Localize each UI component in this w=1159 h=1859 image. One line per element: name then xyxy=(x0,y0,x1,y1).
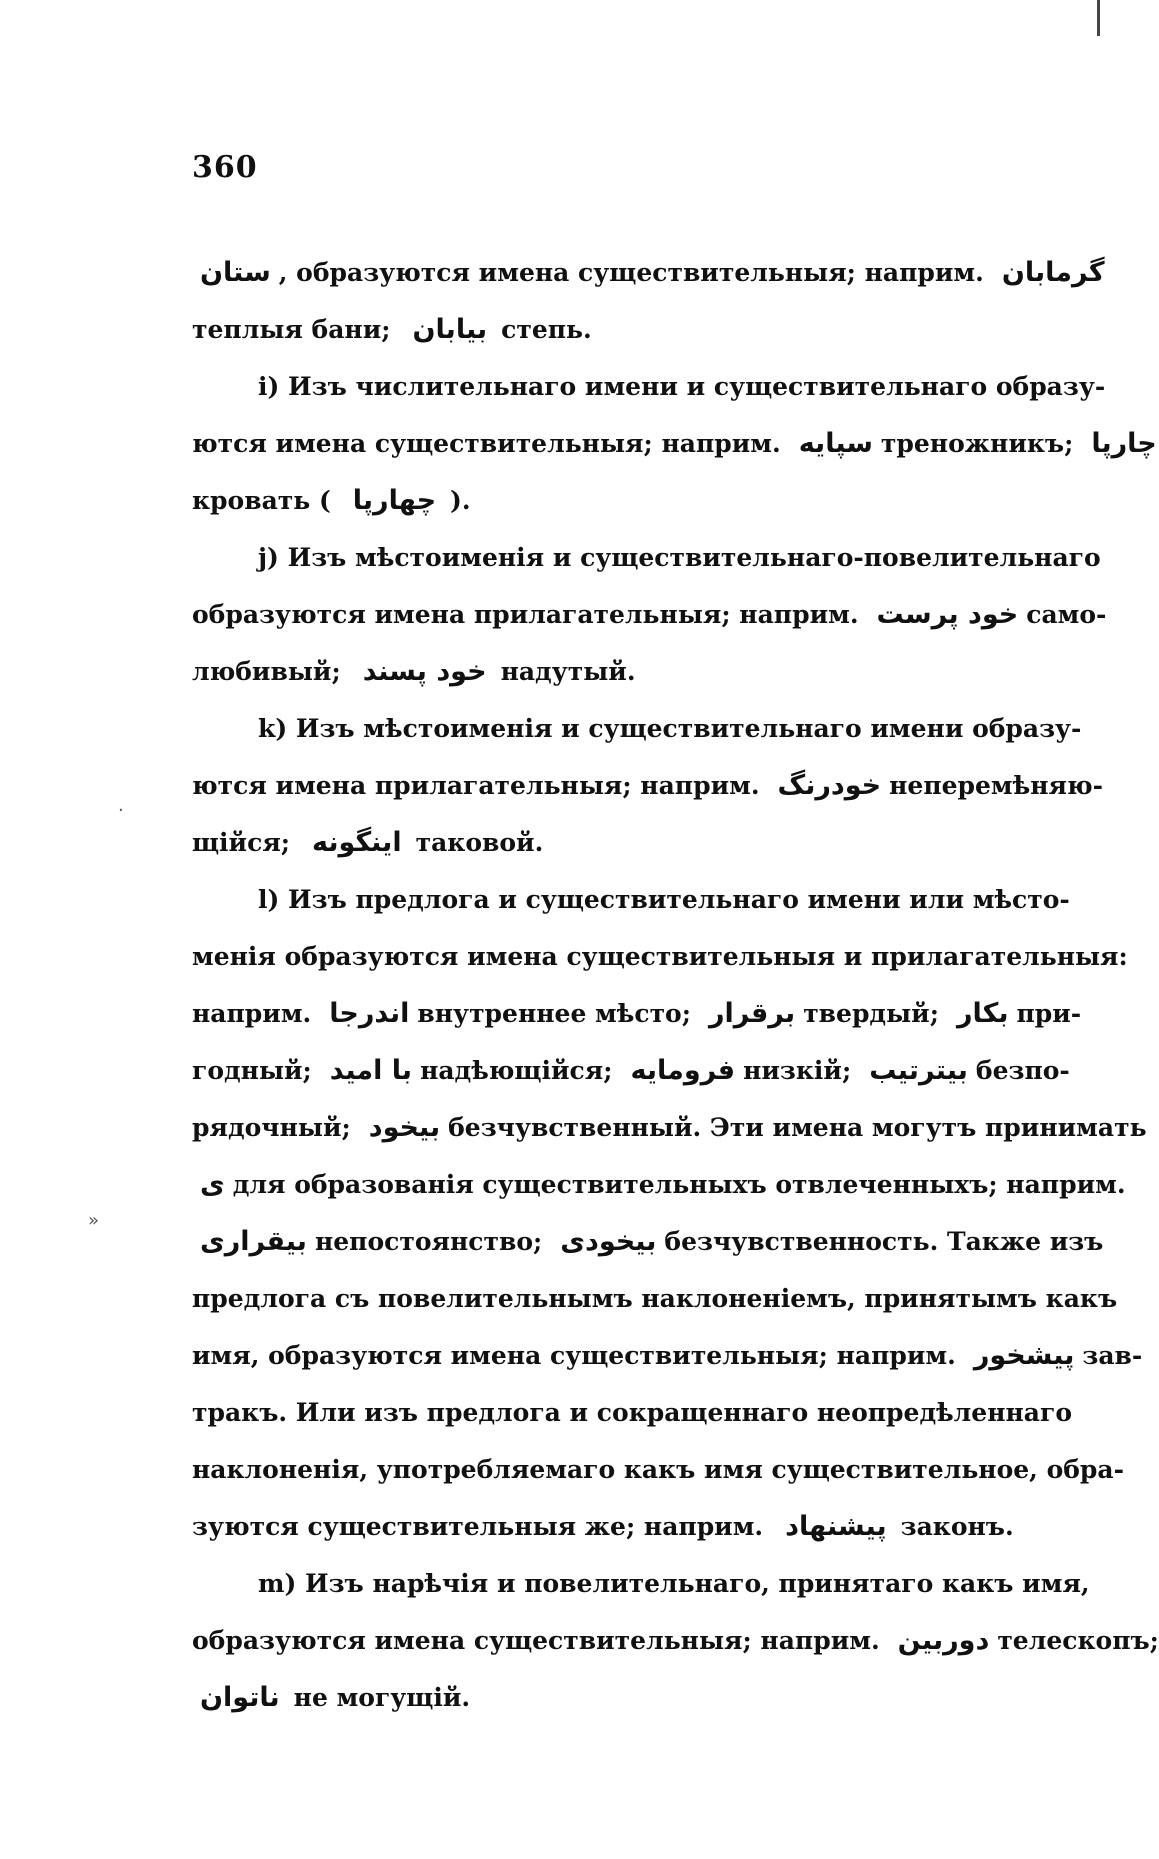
text-line xyxy=(192,1213,1104,1270)
text-segment: надѣющійся; xyxy=(420,1056,613,1085)
text-segment: твердый; xyxy=(803,999,939,1028)
text-line xyxy=(192,871,1070,928)
text-segment: само- xyxy=(1026,600,1107,629)
persian-word: اینگونه xyxy=(312,827,402,858)
text-segment: для образованія существительныхъ отвлеченныхъ; наприм. xyxy=(232,1170,1126,1199)
page-number: 360 xyxy=(192,150,258,185)
text-segment: неперемѣняю- xyxy=(889,771,1103,800)
text-segment: образуются имена существительныя; наприм. xyxy=(192,1626,880,1655)
margin-dot: · xyxy=(118,800,124,821)
text-segment: треножникъ; xyxy=(880,429,1074,458)
text-segment: l) Изъ предлога и существительнаго имени или мѣсто- xyxy=(258,885,1070,914)
margin-dot: » xyxy=(88,1210,100,1231)
persian-word: بیقراری xyxy=(200,1226,307,1257)
text-segment: рядочный; xyxy=(192,1113,351,1142)
persian-word: ی xyxy=(200,1169,225,1200)
text-line xyxy=(192,529,1101,586)
text-line xyxy=(192,814,1062,871)
text-segment: надутый. xyxy=(500,657,636,686)
text-line xyxy=(192,472,1062,529)
text-segment: щійся; xyxy=(192,828,291,857)
persian-word: اندرجا xyxy=(329,998,410,1029)
persian-word: ناتوان xyxy=(200,1682,280,1713)
persian-word: بیابان xyxy=(412,314,488,345)
persian-word: بیترتیب xyxy=(869,1055,968,1086)
persian-word: پیشخور xyxy=(973,1340,1075,1371)
text-segment: низкій; xyxy=(743,1056,852,1085)
text-line xyxy=(192,1441,1124,1498)
text-segment: предлога съ повелительнымъ наклоненіемъ, принятымъ какъ xyxy=(192,1284,1118,1313)
text-line xyxy=(192,985,1082,1042)
text-line xyxy=(192,244,1105,301)
text-line xyxy=(192,928,1128,985)
text-segment: j) Изъ мѣстоименія и существительнаго-повелительнаго xyxy=(258,543,1101,572)
persian-word: بکار xyxy=(956,998,1009,1029)
text-segment: зав- xyxy=(1082,1341,1143,1370)
text-segment: тракъ. Или изъ предлога и сокращеннаго неопредѣленнаго xyxy=(192,1398,1073,1427)
text-segment: любивый; xyxy=(192,657,341,686)
text-segment: ). xyxy=(450,486,471,515)
body-text xyxy=(192,244,1159,1726)
persian-word: بیخودی xyxy=(560,1226,657,1257)
text-segment: при- xyxy=(1016,999,1082,1028)
text-segment: кровать ( xyxy=(192,486,331,515)
text-segment: имя, образуются имена существительныя; наприм. xyxy=(192,1341,956,1370)
text-line xyxy=(192,301,1062,358)
text-segment: безчувственный. Эти имена могутъ принимать xyxy=(448,1113,1147,1142)
persian-word: چهارپا xyxy=(352,485,437,516)
text-line xyxy=(192,358,1106,415)
text-line xyxy=(192,1327,1143,1384)
persian-word: خودرنگ xyxy=(777,770,882,801)
text-line xyxy=(192,1555,1090,1612)
text-line xyxy=(192,700,1082,757)
text-segment: таковой. xyxy=(415,828,544,857)
text-segment: внутреннее мѣсто; xyxy=(417,999,691,1028)
persian-word: دوربین xyxy=(897,1625,990,1656)
text-segment: наприм. xyxy=(192,999,312,1028)
persian-word: خود پرست xyxy=(876,599,1019,630)
text-segment: зуются существительныя же; наприм. xyxy=(192,1512,764,1541)
text-line xyxy=(192,1156,1126,1213)
text-segment: степь. xyxy=(501,315,592,344)
text-segment: телескопъ; xyxy=(997,1626,1159,1655)
persian-word: چارپا xyxy=(1091,428,1157,459)
text-line xyxy=(192,757,1103,814)
persian-word: ستان xyxy=(200,257,271,288)
text-line xyxy=(192,1270,1118,1327)
persian-word: گرمابان xyxy=(1001,257,1105,288)
text-segment: m) Изъ нарѣчія и повелительнаго, принятаго какъ имя, xyxy=(258,1569,1090,1598)
text-segment: менія образуются имена существительныя и прилагательныя: xyxy=(192,942,1128,971)
text-segment: безпо- xyxy=(975,1056,1070,1085)
text-line xyxy=(192,415,1157,472)
text-segment: не могущій. xyxy=(293,1683,471,1712)
text-segment: годный; xyxy=(192,1056,312,1085)
text-line xyxy=(192,1498,1062,1555)
persian-word: با امید xyxy=(329,1055,413,1086)
text-segment: наклоненія, употребляемаго какъ имя существительное, обра- xyxy=(192,1455,1124,1484)
text-segment: теплыя бани; xyxy=(192,315,391,344)
text-line xyxy=(192,586,1107,643)
text-segment: i) Изъ числительнаго имени и существительнаго образу- xyxy=(258,372,1106,401)
text-line xyxy=(192,643,1062,700)
persian-word: برقرار xyxy=(708,998,796,1029)
text-segment: законъ. xyxy=(900,1512,1014,1541)
text-segment: k) Изъ мѣстоименія и существительнаго имени образу- xyxy=(258,714,1082,743)
text-segment: ются имена существительныя; наприм. xyxy=(192,429,781,458)
text-segment: , образуются имена существительныя; наприм. xyxy=(278,258,984,287)
persian-word: پیشنهاد xyxy=(785,1511,887,1542)
text-line xyxy=(192,1384,1073,1441)
text-line xyxy=(192,1099,1147,1156)
persian-word: بیخود xyxy=(368,1112,441,1143)
text-line xyxy=(192,1042,1070,1099)
persian-word: سپایه xyxy=(798,428,873,459)
text-line xyxy=(192,1669,1062,1726)
persian-word: فرومایه xyxy=(630,1055,736,1086)
text-segment: ются имена прилагательныя; наприм. xyxy=(192,771,760,800)
text-line xyxy=(192,1612,1159,1669)
text-segment: непостоянство; xyxy=(314,1227,543,1256)
text-segment: безчувственность. Также изъ xyxy=(664,1227,1104,1256)
page-edge-mark xyxy=(1097,0,1100,36)
persian-word: خود پسند xyxy=(362,656,487,687)
text-segment: образуются имена прилагательныя; наприм. xyxy=(192,600,859,629)
